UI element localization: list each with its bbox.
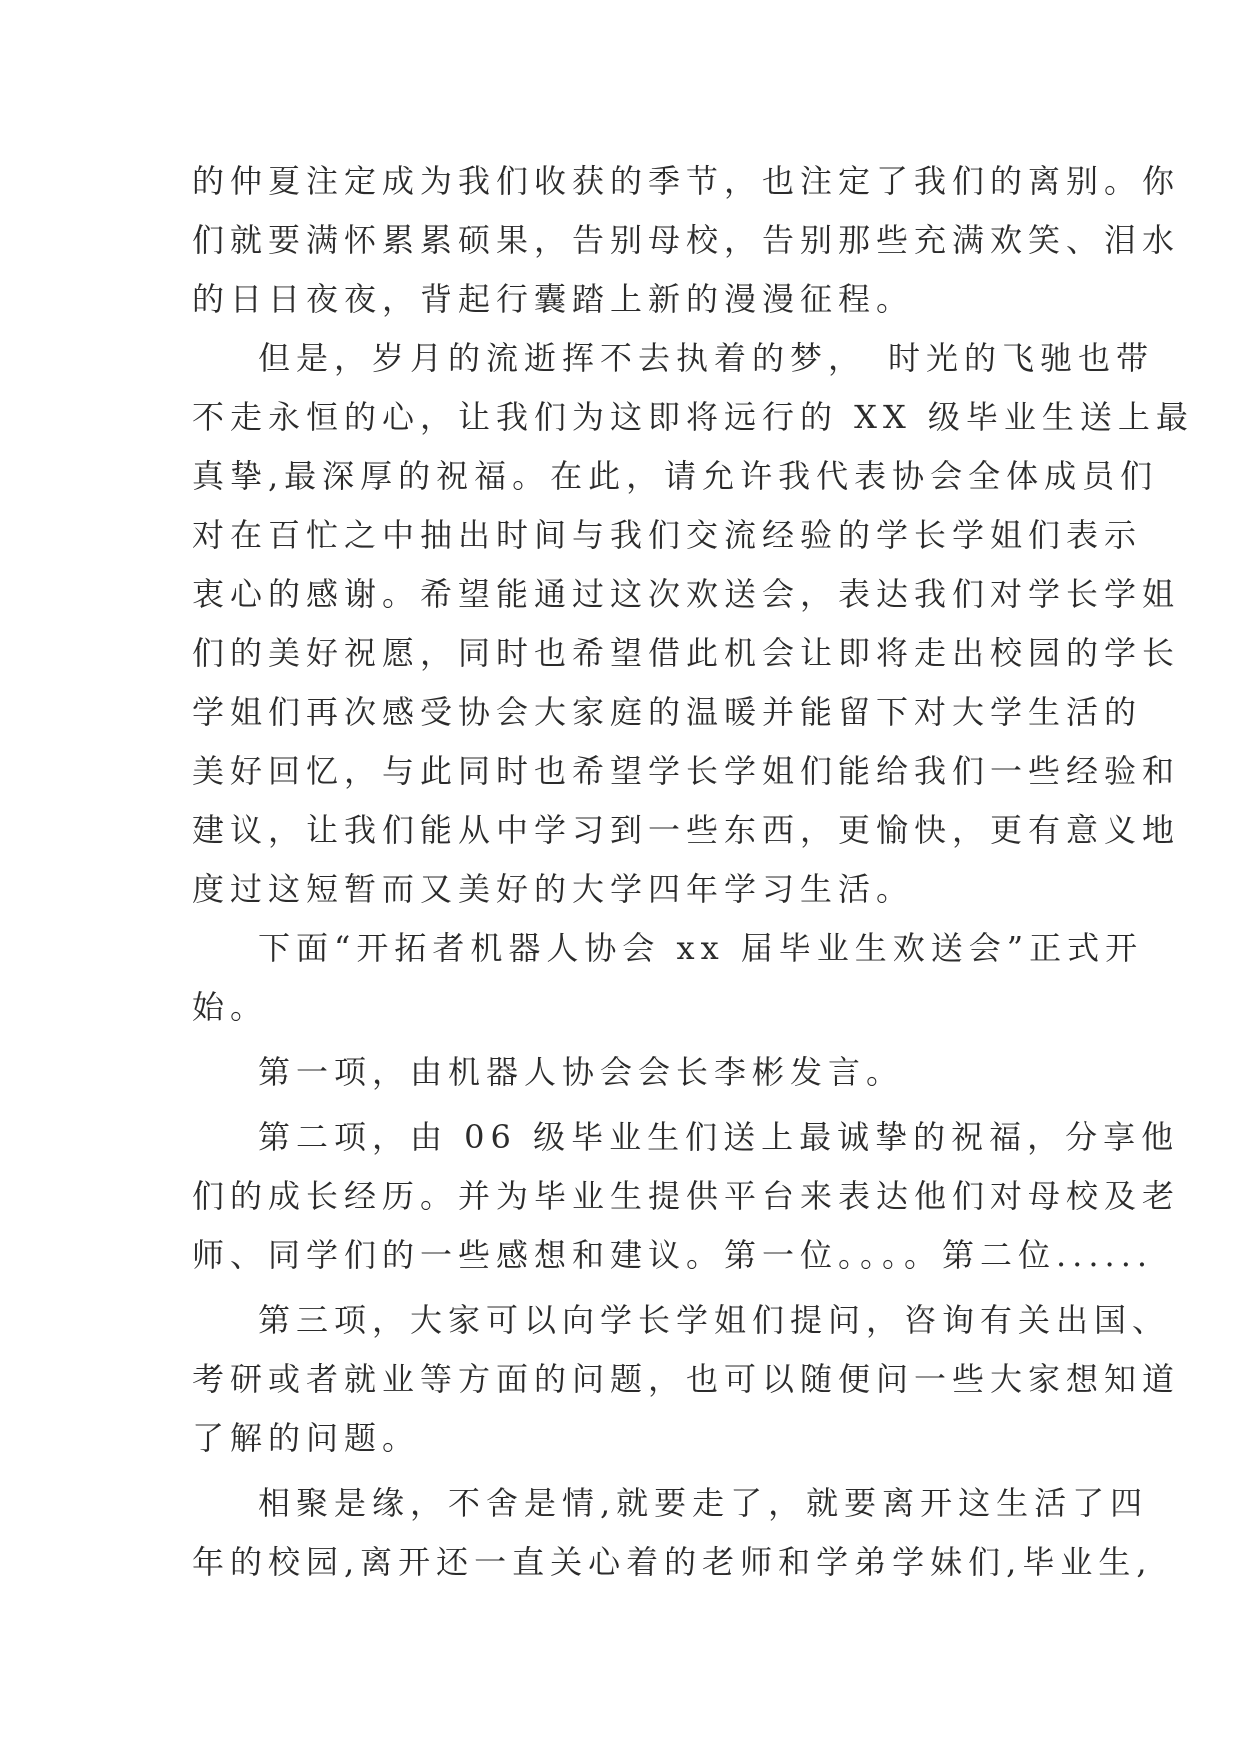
paragraph-start-line: 第一项，由机器人协会会长李彬发言。	[258, 1053, 905, 1091]
text-line: 们的美好祝愿，同时也希望借此机会让即将走出校园的学长	[192, 634, 1181, 672]
paragraph-start-line: 第二项，由 06 级毕业生们送上最诚挚的祝福，分享他	[258, 1118, 1180, 1156]
paragraph-start-line: 下面“开拓者机器人协会 xx 届毕业生欢送会”正式开	[258, 929, 1144, 967]
text-line: 始。	[192, 988, 269, 1026]
text-line: 美好回忆，与此同时也希望学长学姐们能给我们一些经验和	[192, 752, 1181, 790]
text-line: 了解的问题。	[192, 1419, 421, 1457]
paragraph-start-line: 第三项，大家可以向学长学姐们提问，咨询有关出国、	[258, 1301, 1171, 1339]
text-line: 考研或者就业等方面的问题，也可以随便问一些大家想知道	[192, 1360, 1181, 1398]
text-line: 学姐们再次感受协会大家庭的温暖并能留下对大学生活的	[192, 693, 1143, 731]
text-line: 真挚,最深厚的祝福。在此，请允许我代表协会全体成员们	[192, 457, 1159, 495]
text-line: 对在百忙之中抽出时间与我们交流经验的学长学姐们表示	[192, 516, 1143, 554]
text-line: 建议，让我们能从中学习到一些东西，更愉快，更有意义地	[192, 811, 1181, 849]
text-line: 们就要满怀累累硕果，告别母校，告别那些充满欢笑、泪水	[192, 221, 1181, 259]
text-line: 的仲夏注定成为我们收获的季节，也注定了我们的离别。你	[192, 162, 1181, 200]
paragraph-start-line: 相聚是缘，不舍是情,就要走了，就要离开这生活了四	[258, 1484, 1149, 1522]
text-line: 的日日夜夜，背起行囊踏上新的漫漫征程。	[192, 280, 915, 318]
text-line: 们的成长经历。并为毕业生提供平台来表达他们对母校及老	[192, 1177, 1181, 1215]
text-line: 年的校园,离开还一直关心着的老师和学弟学妹们,毕业生,	[192, 1543, 1153, 1581]
text-line: 衷心的感谢。希望能通过这次欢送会，表达我们对学长学姐	[192, 575, 1181, 613]
text-line: 度过这短暂而又美好的大学四年学习生活。	[192, 870, 915, 908]
text-line: 不走永恒的心，让我们为这即将远行的 XX 级毕业生送上最	[192, 398, 1194, 436]
document-body	[192, 152, 1194, 1592]
paragraph-start-line: 但是，岁月的流逝挥不去执着的梦， 时光的飞驰也带	[258, 339, 1155, 377]
text-line: 师、同学们的一些感想和建议。第一位。。。。第二位......	[192, 1236, 1154, 1274]
